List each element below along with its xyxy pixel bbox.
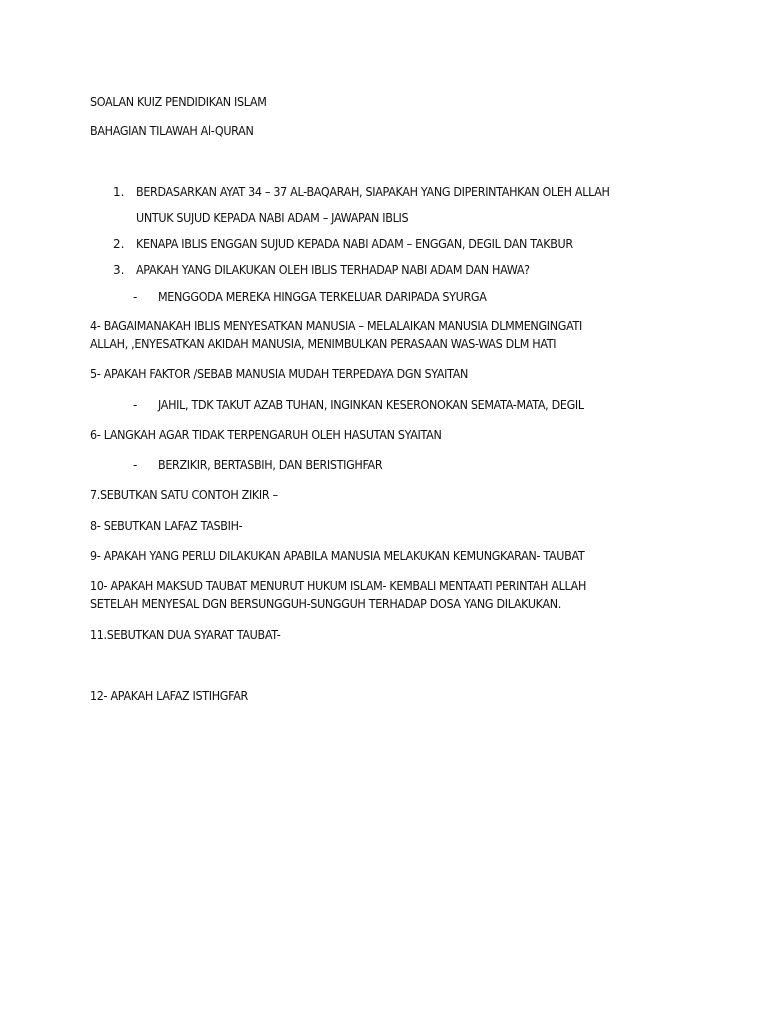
- bullet-dash-1: -: [133, 290, 138, 304]
- question-8: 8- SEBUTKAN LAFAZ TASBIH-: [90, 519, 243, 533]
- bullet-dash-3: -: [133, 458, 138, 472]
- answer-3: MENGGODA MEREKA HINGGA TERKELUAR DARIPADA SYURGA: [158, 290, 487, 304]
- item-number-1: 1.: [113, 185, 125, 199]
- question-2: KENAPA IBLIS ENGGAN SUJUD KEPADA NABI ADAM – ENGGAN, DEGIL DAN TAKBUR: [136, 237, 573, 251]
- question-1-line-2: UNTUK SUJUD KEPADA NABI ADAM – JAWAPAN IBLIS: [136, 211, 409, 225]
- bullet-dash-2: -: [133, 398, 138, 412]
- item-number-3: 3.: [113, 263, 125, 277]
- question-9: 9- APAKAH YANG PERLU DILAKUKAN APABILA MANUSIA MELAKUKAN KEMUNGKARAN- TAUBAT: [90, 549, 585, 563]
- question-10-line-1: 10- APAKAH MAKSUD TAUBAT MENURUT HUKUM ISLAM- KEMBALI MENTAATI PERINTAH ALLAH: [90, 579, 587, 593]
- item-number-2: 2.: [113, 237, 125, 251]
- answer-6: BERZIKIR, BERTASBIH, DAN BERISTIGHFAR: [158, 458, 383, 472]
- question-12: 12- APAKAH LAFAZ ISTIHGFAR: [90, 689, 248, 703]
- question-3: APAKAH YANG DILAKUKAN OLEH IBLIS TERHADAP NABI ADAM DAN HAWA?: [136, 263, 530, 277]
- question-1-line-1: BERDASARKAN AYAT 34 – 37 AL-BAQARAH, SIAPAKAH YANG DIPERINTAHKAN OLEH ALLAH: [136, 185, 610, 199]
- question-7: 7.SEBUTKAN SATU CONTOH ZIKIR –: [90, 488, 278, 502]
- question-11: 11.SEBUTKAN DUA SYARAT TAUBAT-: [90, 628, 281, 642]
- answer-5: JAHIL, TDK TAKUT AZAB TUHAN, INGINKAN KESERONOKAN SEMATA-MATA, DEGIL: [158, 398, 584, 412]
- question-10-line-2: SETELAH MENYESAL DGN BERSUNGGUH-SUNGGUH TERHADAP DOSA YANG DILAKUKAN.: [90, 597, 562, 611]
- document-title: SOALAN KUIZ PENDIDIKAN ISLAM: [90, 95, 267, 109]
- question-4-line-1: 4- BAGAIMANAKAH IBLIS MENYESATKAN MANUSIA – MELALAIKAN MANUSIA DLMMENGINGATI: [90, 319, 582, 333]
- question-6: 6- LANGKAH AGAR TIDAK TERPENGARUH OLEH HASUTAN SYAITAN: [90, 428, 442, 442]
- question-4-line-2: ALLAH, ,ENYESATKAN AKIDAH MANUSIA, MENIMBULKAN PERASAAN WAS-WAS DLM HATI: [90, 337, 557, 351]
- question-5: 5- APAKAH FAKTOR /SEBAB MANUSIA MUDAH TERPEDAYA DGN SYAITAN: [90, 367, 469, 381]
- document-subtitle: BAHAGIAN TILAWAH Al-QURAN: [90, 124, 254, 138]
